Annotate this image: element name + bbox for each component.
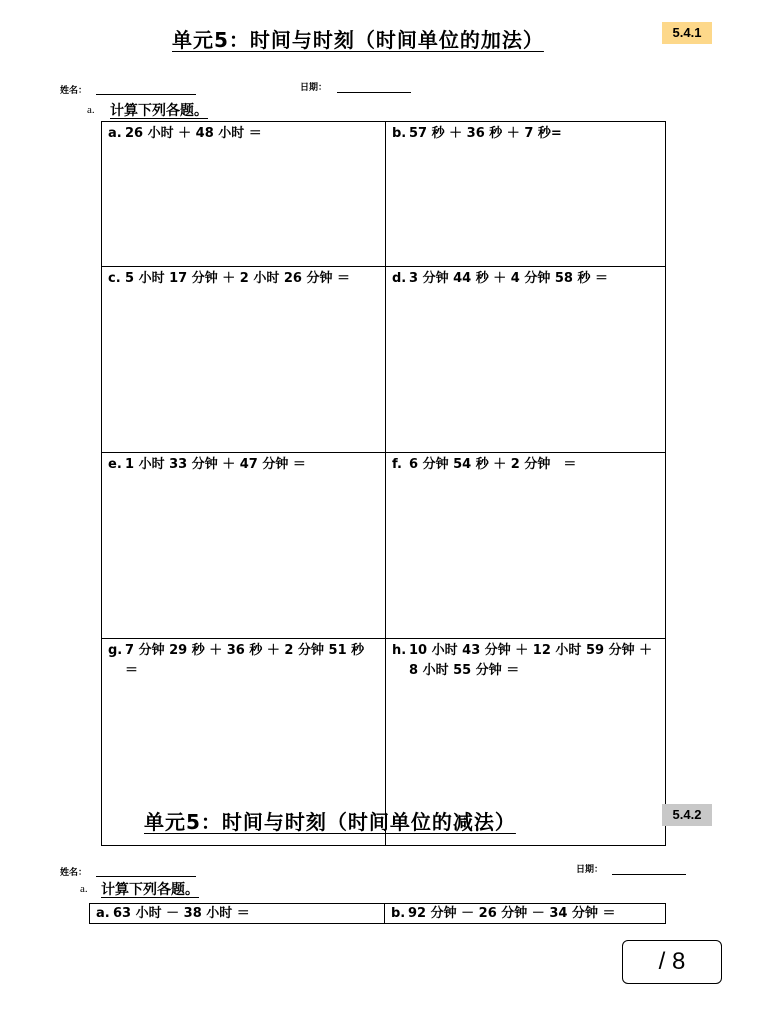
section1-date-field[interactable] — [337, 92, 411, 93]
question-letter: b. — [392, 126, 407, 141]
section1-instruction-letter: a. — [87, 104, 95, 116]
question-letter: a. — [108, 126, 122, 141]
question-letter: h. — [392, 643, 407, 658]
question-text: 63 小时 － 38 小时 ＝ — [113, 906, 250, 921]
question-text: 57 秒 ＋ 36 秒 ＋ 7 秒= — [409, 126, 562, 141]
section2-tag: 5.4.2 — [662, 804, 712, 826]
section2-question-cell-a[interactable] — [89, 903, 385, 924]
section2-name-field[interactable] — [96, 876, 196, 877]
section2-name-label: 姓名： — [60, 868, 88, 878]
question-text: 3 分钟 44 秒 ＋ 4 分钟 58 秒 ＝ — [409, 271, 609, 286]
question-letter: d. — [392, 271, 407, 286]
section2-question-cell-b[interactable] — [384, 903, 666, 924]
section2-date-field[interactable] — [612, 874, 686, 875]
question-cell-c[interactable] — [101, 266, 386, 453]
section1-name-label: 姓名： — [60, 86, 88, 96]
section1-tag: 5.4.1 — [662, 22, 712, 44]
section1-name-field[interactable] — [96, 94, 196, 95]
question-letter: c. — [108, 271, 121, 286]
question-text: 10 小时 43 分钟 ＋ 12 小时 59 分钟 ＋ 8 小时 55 分钟 ＝ — [409, 643, 653, 678]
question-letter: g. — [108, 643, 123, 658]
section2-title: 单元5：时间与时刻（时间单位的减法） — [144, 810, 516, 834]
section2-instruction-letter: a. — [80, 883, 88, 895]
question-letter: e. — [108, 457, 122, 472]
section1-title: 单元5：时间与时刻（时间单位的加法） — [172, 28, 544, 52]
question-text: 6 分钟 54 秒 ＋ 2 分钟 ＝ — [409, 457, 577, 472]
question-text: 7 分钟 29 秒 ＋ 36 秒 ＋ 2 分钟 51 秒 ＝ — [125, 643, 378, 678]
section2-date-label: 日期： — [576, 865, 604, 875]
question-text: 5 小时 17 分钟 ＋ 2 小时 26 分钟 ＝ — [125, 271, 351, 286]
question-cell-e[interactable] — [101, 452, 386, 639]
section1-date-label: 日期： — [300, 83, 328, 93]
question-cell-f[interactable] — [385, 452, 666, 639]
question-letter: a. — [96, 906, 110, 921]
question-text: 92 分钟 － 26 分钟 － 34 分钟 ＝ — [408, 906, 616, 921]
question-cell-d[interactable] — [385, 266, 666, 453]
question-cell-b[interactable] — [385, 121, 666, 267]
question-text: 26 小时 ＋ 48 小时 ＝ — [125, 126, 262, 141]
question-letter: f. — [392, 457, 402, 472]
question-text: 1 小时 33 分钟 ＋ 47 分钟 ＝ — [125, 457, 306, 472]
question-cell-a[interactable] — [101, 121, 386, 267]
question-letter: b. — [391, 906, 406, 921]
page-number-box — [622, 940, 722, 984]
page-number: / 8 — [658, 948, 686, 975]
section2-instruction: 计算下列各题。 — [101, 882, 199, 898]
section1-instruction: 计算下列各题。 — [110, 103, 208, 119]
